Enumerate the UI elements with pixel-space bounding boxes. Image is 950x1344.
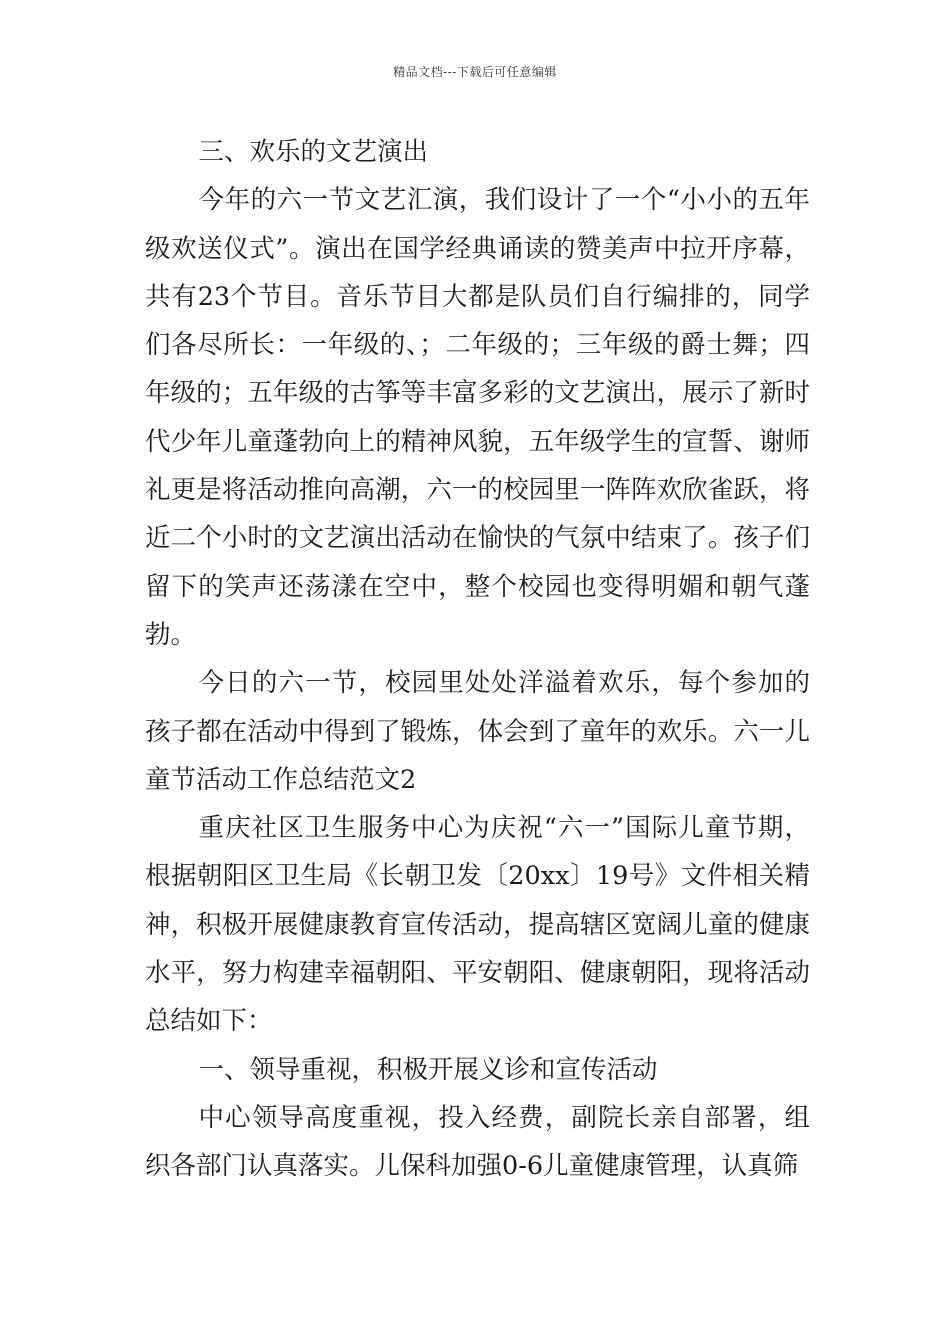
page-header: 精品文档---下载后可任意编辑 (393, 65, 557, 79)
document-body (145, 128, 810, 1191)
paragraph-performance-details: 今年的六一节文艺汇演，我们设计了一个“小小的五年级欢送仪式”。演出在国学经典诵读的赞美声中拉开序幕，共有23个节目。音乐节目大都是队员们自行编排的，同学们各尽所长：一年级的、；二年级的；三年级的爵士舞；四年级的；五年级的古筝等丰富多彩的文艺演出，展示了新时代少年儿童蓬勃向上的精神风貌，五年级学生的宣誓、谢师礼更是将活动推向高潮，六一的校园里一阵阵欢欣雀跃，将近二个小时的文艺演出活动在愉快的气氛中结束了。孩子们留下的笑声还荡漾在空中，整个校园也变得明媚和朝气蓬勃。 (145, 185, 810, 650)
paragraph-health-center-intro: 重庆社区卫生服务中心为庆祝“六一”国际儿童节期，根据朝阳区卫生局《长朝卫发〔20xx〕19号》文件相关精神，积极开展健康教育宣传活动，提高辖区宽阔儿童的健康水平，努力构建幸福朝阳、平安朝阳、健康朝阳，现将活动总结如下： (145, 813, 810, 1037)
paragraph-childrens-day-summary: 今日的六一节，校园里处处洋溢着欢乐，每个参加的孩子都在活动中得到了锻炼，体会到了童年的欢乐。六一儿童节活动工作总结范文2 (145, 668, 810, 795)
section-heading-performance: 三、欢乐的文艺演出 (198, 137, 429, 167)
paragraph-leadership-details: 中心领导高度重视，投入经费，副院长亲自部署，组织各部门认真落实。儿保科加强0-6儿童健康管理，认真筛 (145, 1102, 810, 1182)
section-heading-leadership: 一、领导重视，积极开展义诊和宣传活动 (198, 1054, 658, 1085)
